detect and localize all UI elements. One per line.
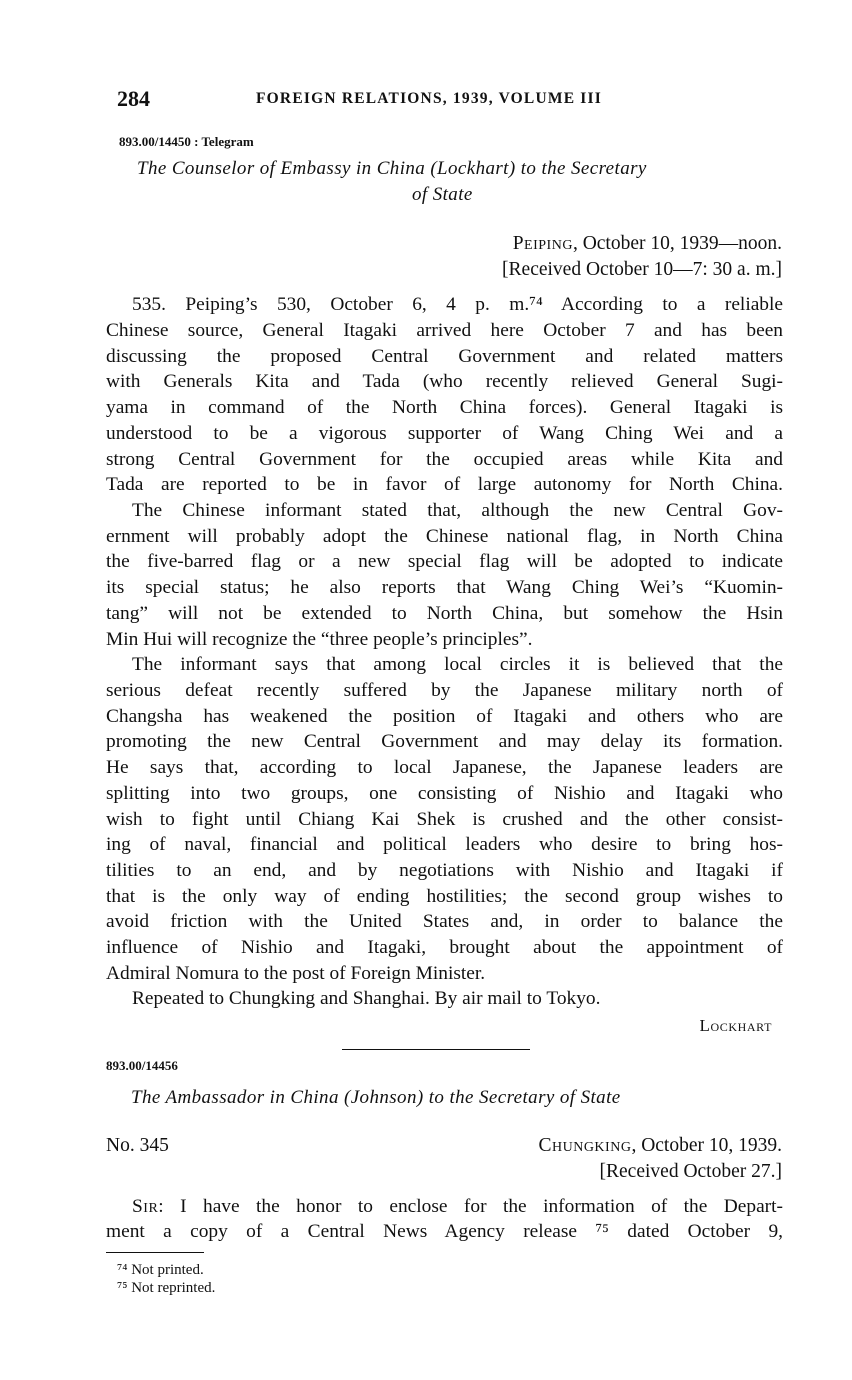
doc1-p3-line: Admiral Nomura to the post of Foreign Minister.: [106, 963, 486, 984]
doc1-p1-line: discussing the proposed Central Government and related matters: [106, 346, 783, 367]
doc1-p3-line: influence of Nishio and Itagaki, brought about the appointment of: [106, 937, 783, 958]
page-number: 284: [117, 86, 150, 111]
doc1-p1-line: understood to be a vigorous supporter of Wang Ching Wei and a: [106, 423, 783, 444]
doc1-title-line1: The Counselor of Embassy in China (Lockhart) to the Secretary: [137, 158, 647, 179]
doc1-place: Peiping: [512, 233, 573, 254]
doc1-p1-line: Tada are reported to be in favor of large autonomy for North China.: [106, 474, 783, 495]
footnote-rule: [106, 1252, 204, 1253]
footnote-74: ⁷⁴ Not printed.: [117, 1262, 204, 1278]
doc2-received: [Received October 27.]: [599, 1161, 782, 1182]
doc1-p1-line: 535. Peiping’s 530, October 6, 4 p. m.⁷⁴ According to a reliable: [132, 294, 783, 315]
doc1-p2-line: Min Hui will recognize the “three people’s principles”.: [106, 629, 533, 650]
doc1-date: , October 10, 1939—noon.: [572, 233, 782, 254]
doc1-p1-line: strong Central Government for the occupied areas while Kita and: [106, 449, 783, 470]
doc1-p3-line: avoid friction with the United States and, in order to balance the: [106, 911, 783, 932]
doc1-p3-line: He says that, according to local Japanese, the Japanese leaders are: [106, 757, 783, 778]
doc1-p2-line: tang” will not be extended to North China, but somehow the Hsin: [106, 603, 783, 624]
doc2-title: The Ambassador in China (Johnson) to the Secretary of State: [131, 1087, 621, 1108]
doc1-p3-line: The informant says that among local circles it is believed that the: [132, 654, 783, 675]
running-head: FOREIGN RELATIONS, 1939, VOLUME III: [256, 90, 602, 107]
doc1-p3-line: serious defeat recently suffered by the Japanese military north of: [106, 680, 783, 701]
doc2-file-number: 893.00/14456: [106, 1058, 178, 1073]
doc1-p3-line: promoting the new Central Government and may delay its formation.: [106, 731, 783, 752]
doc1-p3-line: Changsha has weakened the position of Itagaki and others who are: [106, 706, 783, 727]
section-divider: [342, 1049, 530, 1050]
doc1-p3-line: wish to fight until Chiang Kai Shek is crushed and the other consist-: [106, 809, 783, 830]
doc1-p1-line: Chinese source, General Itagaki arrived here October 7 and has been: [106, 320, 783, 341]
footnote-75: ⁷⁵ Not reprinted.: [117, 1280, 216, 1296]
doc1-file-number: 893.00/14450 : Telegram: [119, 134, 254, 149]
doc1-title-line2: of State: [412, 184, 473, 205]
doc1-signature: Lockhart: [699, 1016, 772, 1035]
doc1-received: [Received October 10—7: 30 a. m.]: [502, 259, 782, 280]
doc1-p1-line: yama in command of the North China forces). General Itagaki is: [106, 397, 783, 418]
doc2-body-line2: ment a copy of a Central News Agency release ⁷⁵ dated October 9,: [106, 1221, 783, 1242]
doc2-salutation: Sir: [132, 1196, 159, 1217]
doc2-date: , October 10, 1939.: [631, 1135, 782, 1156]
doc1-p1-line: with Generals Kita and Tada (who recently relieved General Sugi-: [106, 371, 783, 392]
doc1-p2-line: the five-barred flag or a new special flag will be adopted to indicate: [106, 551, 783, 572]
doc2-place: Chungking: [538, 1135, 632, 1156]
doc1-p2-line: its special status; he also reports that Wang Ching Wei’s “Kuomin-: [106, 577, 783, 598]
doc1-p3-line: splitting into two groups, one consisting of Nishio and Itagaki who: [106, 783, 783, 804]
doc1-p2-line: ernment will probably adopt the Chinese national flag, in North China: [106, 526, 783, 547]
doc1-p3-line: ing of naval, financial and political leaders who desire to bring hos-: [106, 834, 783, 855]
doc2-dateline: [538, 1135, 782, 1157]
doc2-body-line1-rest: : I have the honor to enclose for the information of the Depart-: [158, 1196, 783, 1217]
doc1-dateline: [513, 233, 782, 255]
doc1-p3-line: tilities to an end, and by negotiations with Nishio and Itagaki if: [106, 860, 783, 881]
doc2-body-line1: [132, 1197, 783, 1217]
doc1-p4-line: Repeated to Chungking and Shanghai. By air mail to Tokyo.: [132, 988, 601, 1009]
doc1-p3-line: that is the only way of ending hostilities; the second group wishes to: [106, 886, 783, 907]
doc1-p2-line: The Chinese informant stated that, although the new Central Gov-: [132, 500, 783, 521]
doc2-number: No. 345: [106, 1135, 169, 1156]
